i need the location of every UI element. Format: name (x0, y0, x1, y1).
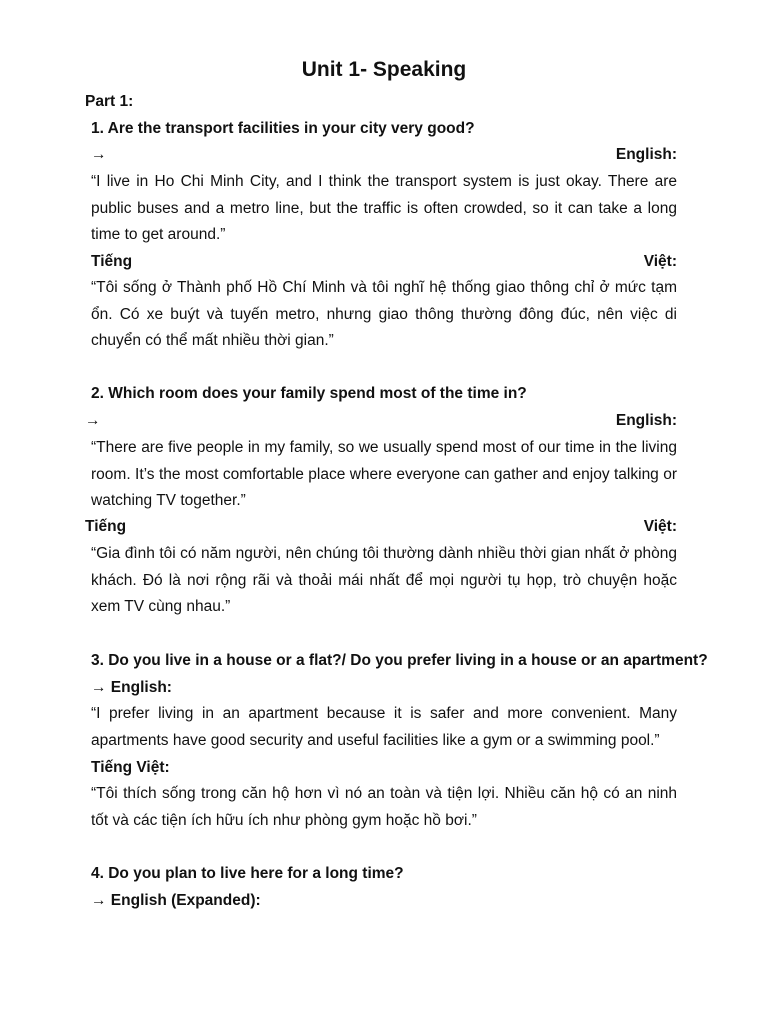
q4-english-label: → English (Expanded): (91, 892, 261, 909)
q2-viet-answer: “Gia đình tôi có năm người, nên chúng tôi thường dành nhiều thời gian nhất ở phòng khách. Đó là nơi rộng rãi và thoải mái nhất để mọi người tụ họp, trò chuyện hoặc xem TV cùng nhau.” (91, 545, 677, 615)
q1-english-answer: “I live in Ho Chi Minh City, and I think the transport system is just okay. There are public buses and a metro line, but the traffic is often crowded, so it can take a long time to get around.” (91, 173, 677, 243)
page-title: Unit 1- Speaking (301, 58, 467, 81)
q1-english-label-row (91, 142, 677, 168)
viet-label-right: Việt: (643, 253, 677, 270)
viet-label-left: Tiếng (85, 518, 127, 535)
arrow-icon: → (91, 146, 107, 163)
part-label: Part 1: (85, 93, 134, 110)
viet-label-left: Tiếng (91, 253, 133, 270)
question-2: 2. Which room does your family spend most of the time in? (91, 385, 527, 402)
viet-label-right: Việt: (643, 518, 677, 535)
q1-viet-label-row (91, 249, 677, 275)
q2-viet-label-row (85, 514, 677, 540)
q3-viet-label: Tiếng Việt: (91, 759, 170, 776)
q3-viet-answer: “Tôi thích sống trong căn hộ hơn vì nó an toàn và tiện lợi. Nhiều căn hộ có an ninh tốt và các tiện ích hữu ích như phòng gym hoặc hồ bơi.” (91, 785, 677, 829)
english-label: English: (615, 412, 677, 429)
question-4: 4. Do you plan to live here for a long time? (91, 865, 404, 882)
question-1: 1. Are the transport facilities in your city very good? (91, 120, 475, 137)
q1-viet-answer: “Tôi sống ở Thành phố Hồ Chí Minh và tôi nghĩ hệ thống giao thông chỉ ở mức tạm ổn. Có xe buýt và tuyến metro, nhưng giao thông thường đông đúc, nên việc di chuyển có thể mất nhiều thời gian.” (91, 279, 677, 349)
english-label: English: (615, 146, 677, 163)
q2-english-label-row (85, 408, 677, 434)
arrow-icon: → (85, 412, 101, 429)
q2-english-answer: “There are five people in my family, so we usually spend most of our time in the living room. It’s the most comfortable place where everyone can gather and enjoy talking or watching TV together.” (91, 439, 677, 509)
q3-english-answer: “I prefer living in an apartment because it is safer and more convenient. Many apartments have good security and useful facilities like a gym or a swimming pool.” (91, 705, 677, 749)
question-3: 3. Do you live in a house or a flat?/ Do you prefer living in a house or an apartment? (91, 652, 708, 669)
q3-english-label: → English: (91, 679, 172, 696)
